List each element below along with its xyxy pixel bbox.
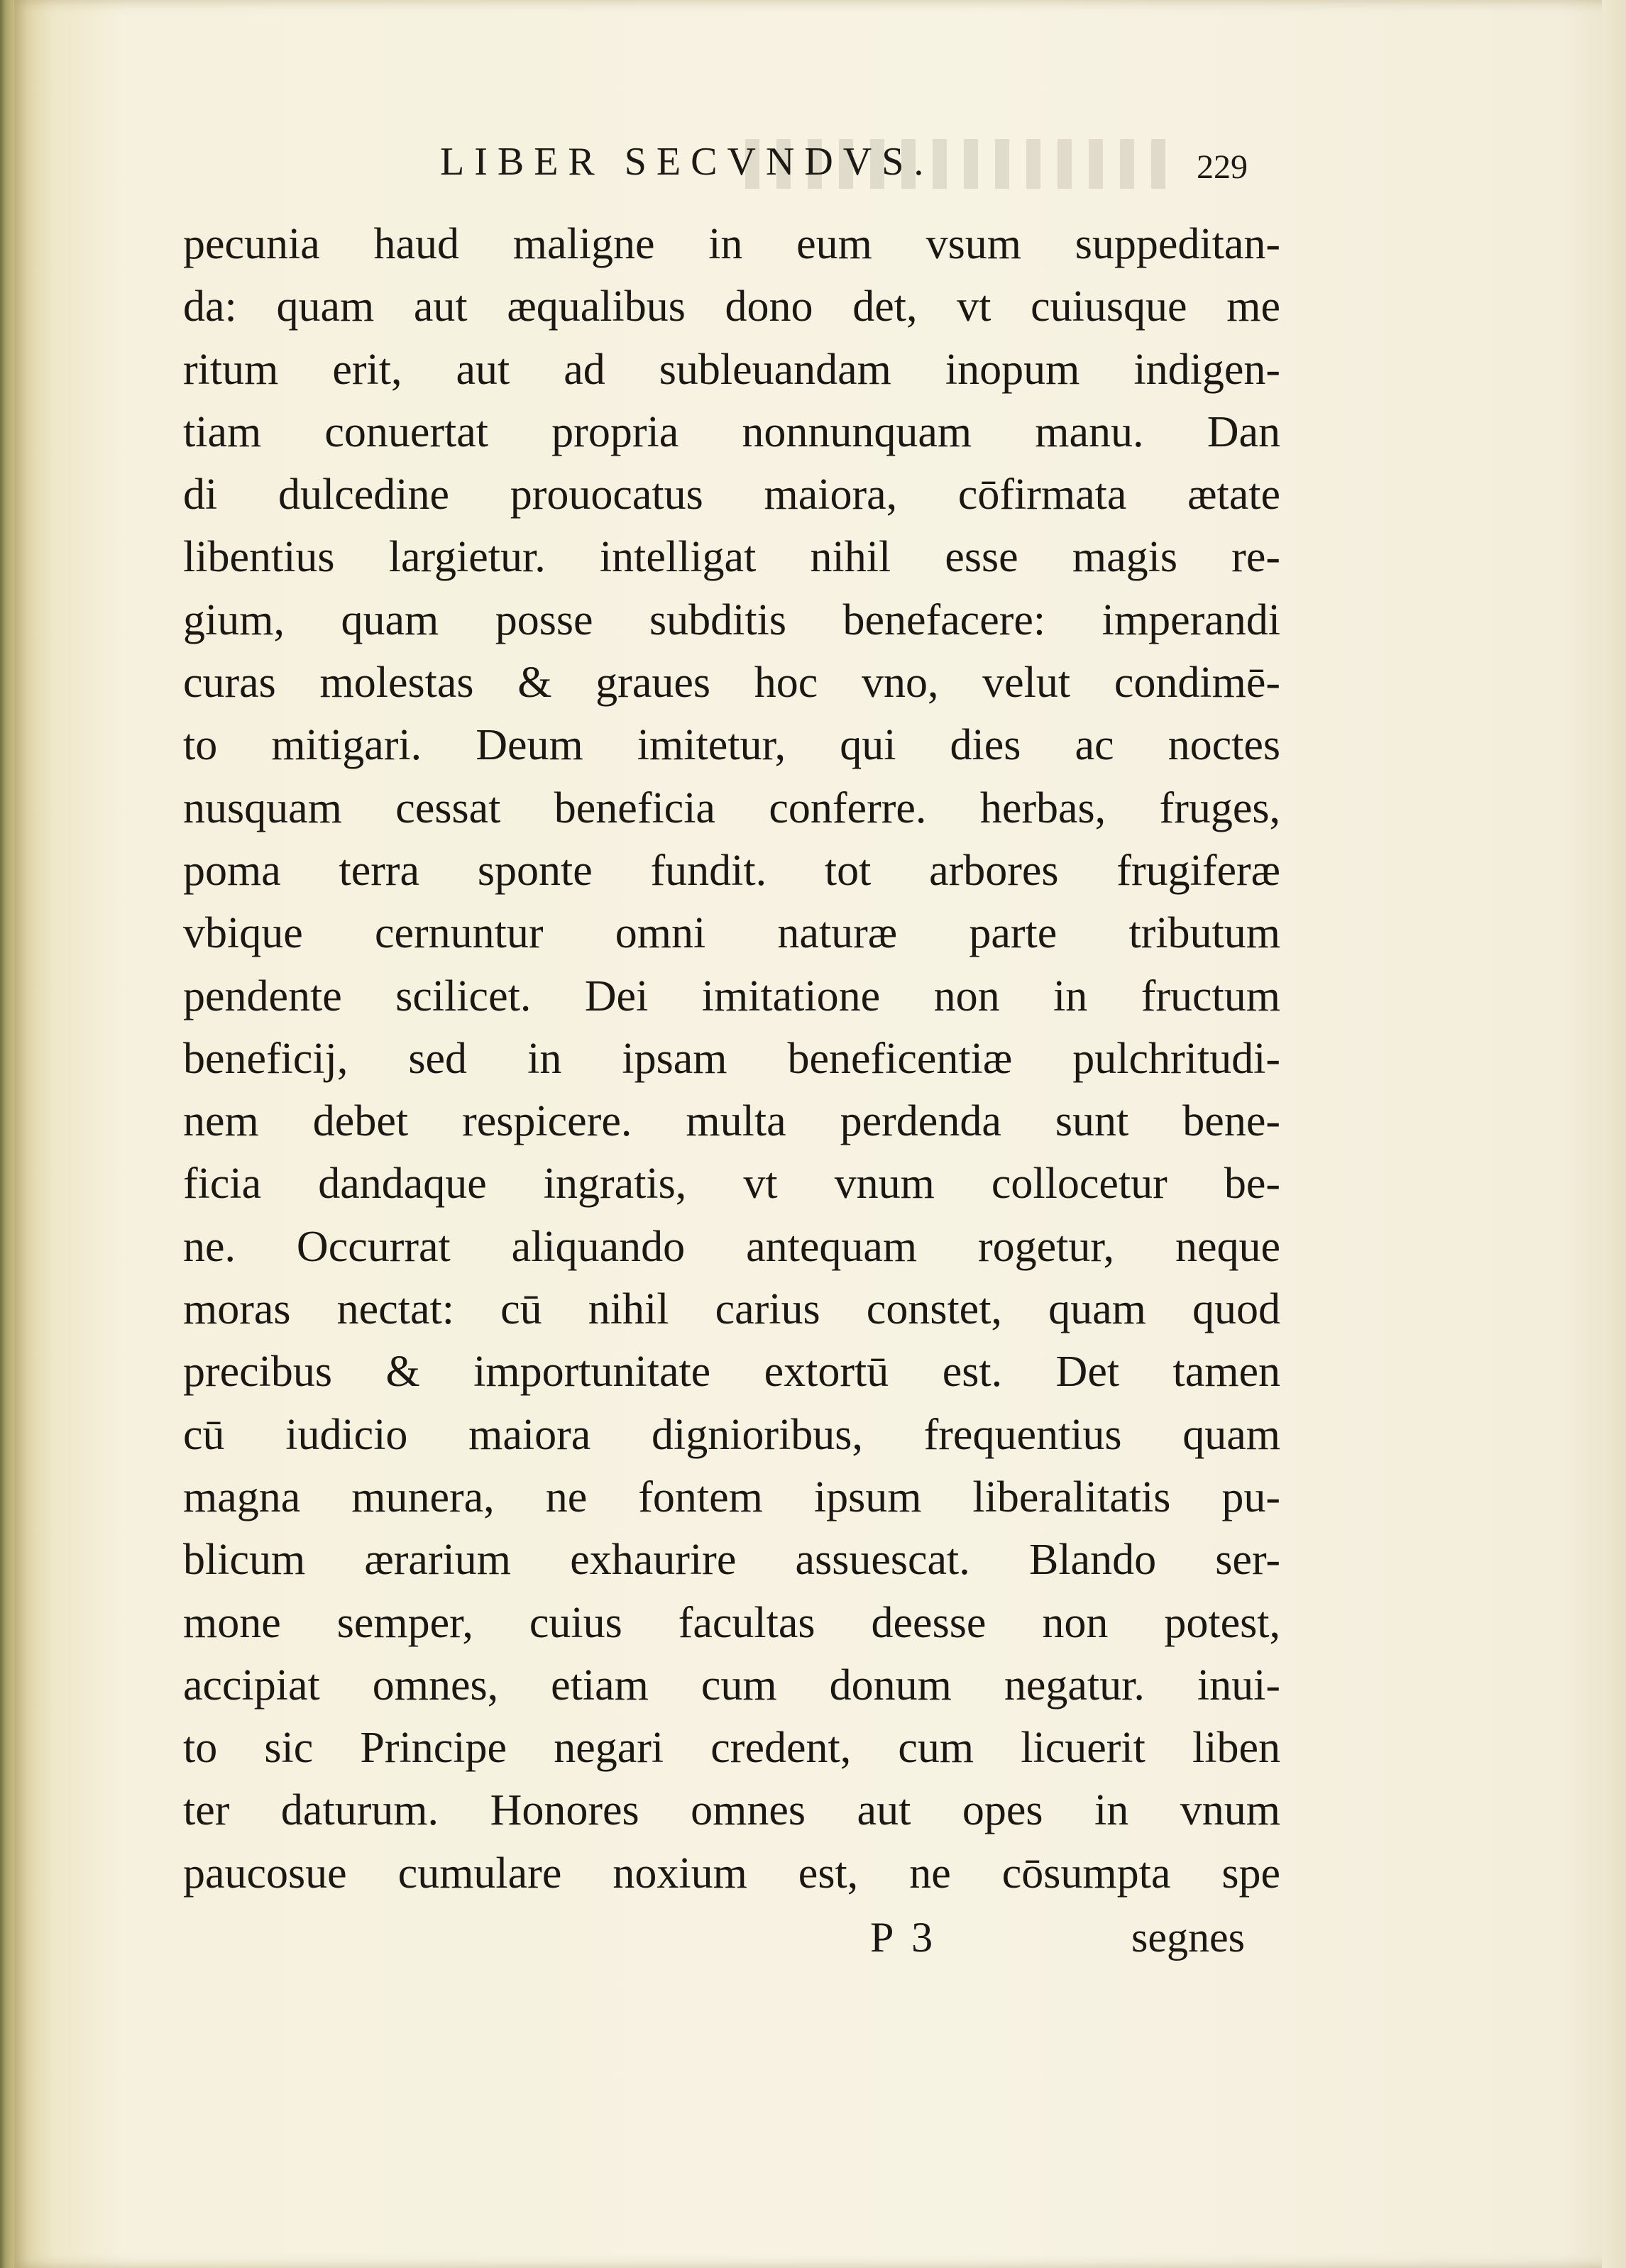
text-line: vbique cernuntur omni naturæ parte tributum: [183, 909, 1280, 958]
text-line: di dulcedine prouocatus maiora, cōfirmata ætate: [183, 470, 1280, 519]
text-line: curas molestas & graues hoc vno, velut condimē-: [183, 659, 1280, 708]
text-line: ter daturum. Honores omnes aut opes in vnum: [183, 1786, 1280, 1835]
text-line: ne. Occurrat aliquando antequam rogetur, neque: [183, 1222, 1280, 1271]
text-line: ficia dandaque ingratis, vt vnum collocetur be-: [183, 1160, 1280, 1209]
text-block: [183, 213, 1280, 1905]
running-title: LIBER SECVNDVS.: [440, 140, 934, 184]
text-line: moras nectat: cū nihil carius constet, quam quod: [183, 1285, 1280, 1334]
page-footer: [0, 1913, 1626, 1977]
text-line: pendente scilicet. Dei imitatione non in fructum: [183, 971, 1280, 1020]
text-line: magna munera, ne fontem ipsum liberalitatis pu-: [183, 1472, 1280, 1521]
catchword: segnes: [1131, 1914, 1245, 1961]
text-line: nem debet respicere. multa perdenda sunt bene-: [183, 1097, 1280, 1146]
text-line: libentius largietur. intelligat nihil esse magis re-: [183, 533, 1280, 582]
text-line: paucosue cumulare noxium est, ne cōsumpta spe: [183, 1849, 1280, 1898]
text-line: accipiat omnes, etiam cum donum negatur. inui-: [183, 1661, 1280, 1710]
text-line: blicum ærarium exhaurire assuescat. Blando ser-: [183, 1536, 1280, 1585]
text-line: to mitigari. Deum imitetur, qui dies ac noctes: [183, 721, 1280, 770]
text-line: poma terra sponte fundit. tot arbores frugiferæ: [183, 846, 1280, 895]
text-line: ritum erit, aut ad subleuandam inopum indigen-: [183, 345, 1280, 394]
text-line: nusquam cessat beneficia conferre. herbas, fruges,: [183, 783, 1280, 832]
signature-mark: P 3: [870, 1914, 938, 1961]
text-line: tiam conuertat propria nonnunquam manu. Dan: [183, 407, 1280, 456]
text-line: mone semper, cuius facultas deesse non potest,: [183, 1598, 1280, 1647]
text-line: to sic Principe negari credent, cum licuerit liben: [183, 1724, 1280, 1773]
text-line: da: quam aut æqualibus dono det, vt cuiusque me: [183, 282, 1280, 331]
page-header: [0, 139, 1626, 203]
page-number: 229: [1197, 148, 1248, 186]
text-line: gium, quam posse subditis benefacere: imperandi: [183, 595, 1280, 644]
text-line: cū iudicio maiora dignioribus, frequentius quam: [183, 1410, 1280, 1459]
text-line: pecunia haud maligne in eum vsum suppeditan-: [183, 220, 1280, 268]
text-line: beneficij, sed in ipsam beneficentiæ pulchritudi-: [183, 1034, 1280, 1083]
text-line: precibus & importunitate extortū est. Det tamen: [183, 1348, 1280, 1397]
